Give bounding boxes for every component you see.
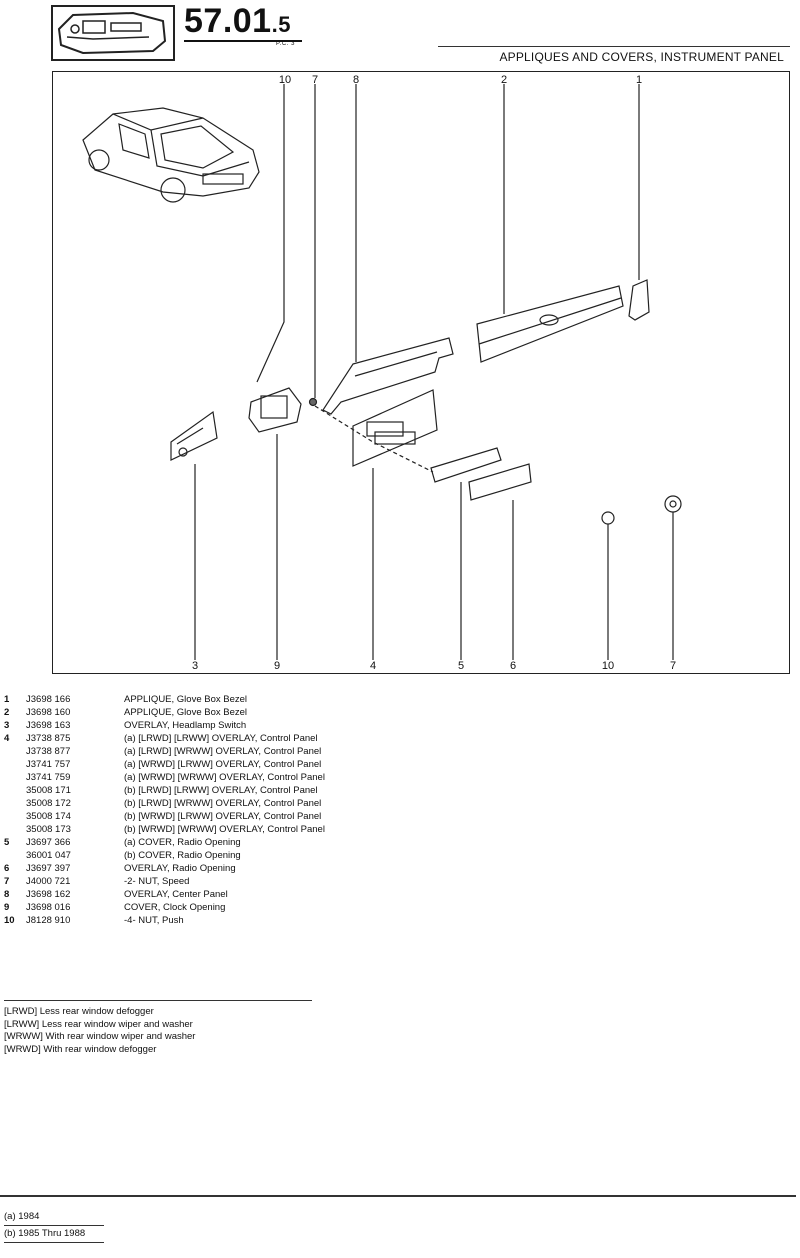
exploded-parts-diagram: [52, 71, 790, 674]
section-number: 57.01.5: [184, 2, 291, 40]
callout-10-bottom: 10: [601, 660, 615, 672]
instrument-panel-thumbnail: [51, 5, 175, 61]
callout-5: 5: [457, 660, 465, 672]
footnote-rule: [4, 1225, 104, 1226]
callout-7-top: 7: [311, 74, 319, 86]
abbreviation-legend: [4, 1006, 195, 1056]
car-illustration: [83, 108, 259, 202]
callout-3: 3: [191, 660, 199, 672]
pc-label: P.C. 3: [276, 41, 295, 47]
footnote-a: (a) 1984: [4, 1211, 40, 1222]
legend-item: [LRWW] Less rear window wiper and washer: [4, 1018, 193, 1030]
callout-2: 2: [500, 74, 508, 86]
legend-rule: [4, 1000, 312, 1001]
legend-item: [WRWD] With rear window defogger: [4, 1043, 157, 1055]
callout-10-top: 10: [278, 74, 292, 86]
footnote-b: (b) 1985 Thru 1988: [4, 1228, 86, 1239]
callout-7-bottom: 7: [669, 660, 677, 672]
page-title: APPLIQUES AND COVERS, INSTRUMENT PANEL: [499, 50, 784, 64]
footer-rule: [0, 1195, 796, 1197]
footnote-rule: [4, 1242, 104, 1243]
callout-1: 1: [635, 74, 643, 86]
diagram-drawing: [53, 72, 791, 675]
instrument-panel-icon: [53, 7, 173, 59]
callout-4: 4: [369, 660, 377, 672]
callout-8: 8: [352, 74, 360, 86]
callout-9: 9: [273, 660, 281, 672]
legend-item: [WRWW] With rear window wiper and washer: [4, 1031, 196, 1042]
legend-item: [LRWD] Less rear window defogger: [4, 1006, 154, 1017]
title-rule: [438, 46, 790, 47]
callout-6: 6: [509, 660, 517, 672]
